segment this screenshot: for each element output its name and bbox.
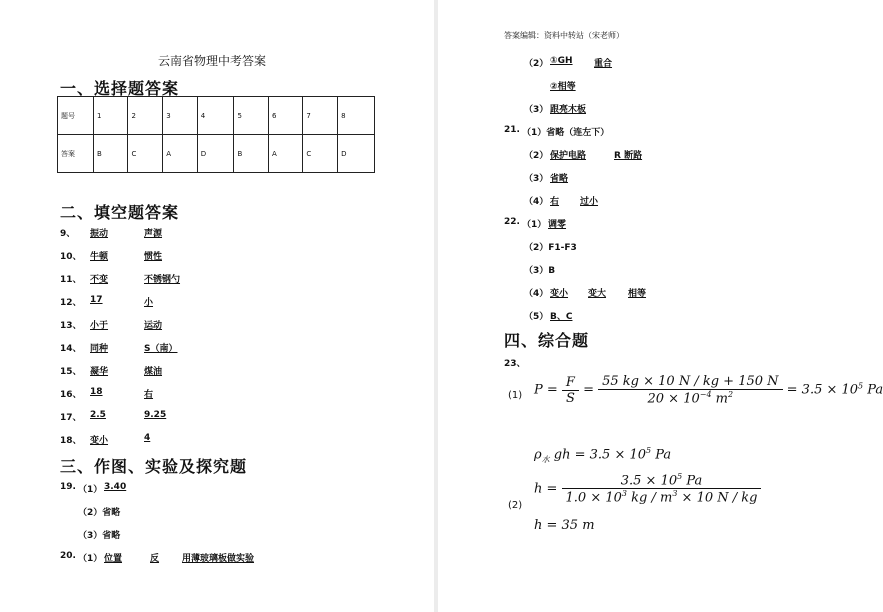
part-label: （1） <box>78 554 103 564</box>
fill-answer-a: 变小 <box>90 436 109 446</box>
fill-answer-a: 牛顿 <box>90 252 109 262</box>
fill-number: 13、 <box>60 321 82 331</box>
fill-answer-b: 9.25 <box>144 410 167 420</box>
answer: 相等 <box>628 289 647 299</box>
part-label: （2） <box>524 151 549 161</box>
fraction: $\frac{F}{S}$ <box>562 375 579 406</box>
part-label: （1） <box>522 220 547 230</box>
answer: 保护电路 <box>550 151 587 161</box>
table-cell: A <box>268 135 302 173</box>
fill-answer-a: 凝华 <box>90 367 109 377</box>
table-cell: D <box>197 135 234 173</box>
part-label: （5） <box>524 312 549 322</box>
answer: 过小 <box>580 197 599 207</box>
table-cell: C <box>128 135 163 173</box>
fill-number: 12、 <box>60 298 82 308</box>
section-choice-heading: 一、选择题答案 <box>60 79 180 98</box>
fill-answer-b: 右 <box>144 390 154 400</box>
answer: 跟亮木板 <box>550 105 587 115</box>
table-cell: 6 <box>268 97 302 135</box>
fill-answer-b: 运动 <box>144 321 163 331</box>
answer: 3.40 <box>104 482 127 492</box>
part-label: （3） <box>524 105 549 115</box>
table-cell: D <box>338 135 375 173</box>
table-cell: 4 <box>197 97 234 135</box>
fill-answer-a: 同种 <box>90 344 109 354</box>
answer: 省略 <box>550 174 569 184</box>
fill-answer-a: 18 <box>90 387 103 397</box>
fill-number: 14、 <box>60 344 82 354</box>
fill-answer-b: 4 <box>144 433 151 443</box>
fill-answer-a: 小于 <box>90 321 109 331</box>
question-number: 20. <box>60 551 76 561</box>
answer: 反 <box>150 554 160 564</box>
hydrostatic-equation: $\rho_水$ gh = $3.5 \times 10^5$ Pa <box>534 446 672 464</box>
answer: 重合 <box>594 59 613 69</box>
table-cell: 1 <box>94 97 128 135</box>
table-cell: 2 <box>128 97 163 135</box>
answer: 用薄玻璃板做实验 <box>182 554 255 564</box>
fill-answer-b: 声源 <box>144 229 163 239</box>
table-cell: 3 <box>163 97 197 135</box>
table-cell: 答案 <box>58 135 94 173</box>
fill-number: 10、 <box>60 252 82 262</box>
table-cell: A <box>163 135 197 173</box>
question-number: 22. <box>504 217 520 227</box>
table-cell: B <box>94 135 128 173</box>
answer: 右 <box>550 197 560 207</box>
fill-answer-b: 小 <box>144 298 154 308</box>
fill-number: 18、 <box>60 436 82 446</box>
pressure-equation: P = $\frac{F}{S}$ = $\frac{55 kg \times 10 N / kg + 150 N}{20 \times 10^{-4} m^2}$ = $3.5 \times 10^5$ Pa <box>534 374 883 407</box>
q23-part1-label: (1) <box>508 390 523 401</box>
fill-answer-b: 煤油 <box>144 367 163 377</box>
fill-answer-a: 不变 <box>90 275 109 285</box>
fraction: $\frac{55 kg \times 10 N / kg + 150 N}{20 \times 10^{-4} m^2}$ <box>598 374 782 406</box>
fill-answer-a: 振动 <box>90 229 109 239</box>
q23-part2-label: (2) <box>508 500 523 511</box>
part-text: （1）省略（连左下） <box>522 128 610 138</box>
part-label: （1） <box>78 485 103 495</box>
answer: ①GH <box>550 56 573 66</box>
answer: R 断路 <box>614 151 643 161</box>
fill-number: 9、 <box>60 229 76 239</box>
fill-answer-a: 2.5 <box>90 410 106 420</box>
fill-number: 17、 <box>60 413 82 423</box>
q22-part2: （2）F1-F3 <box>524 243 577 253</box>
q22-part3: （3）B <box>524 266 556 276</box>
q19-part2: （2）省略 <box>78 508 121 518</box>
answer: B、C <box>550 312 573 322</box>
part-label: （3） <box>524 174 549 184</box>
part-label: （2） <box>524 59 549 69</box>
fill-answer-b: 不锈钢勺 <box>144 275 181 285</box>
part-label: （4） <box>524 197 549 207</box>
doc-title: 云南省物理中考答案 <box>158 54 267 68</box>
q19-part3: （3）省略 <box>78 531 121 541</box>
table-row <box>58 135 375 173</box>
fill-number: 15、 <box>60 367 82 377</box>
answer: 变大 <box>588 289 607 299</box>
table-cell: 7 <box>303 97 338 135</box>
table-row <box>58 97 375 135</box>
editor-note: 答案编辑：资料中转站（宋老师） <box>504 31 624 40</box>
answer: 调零 <box>548 220 567 230</box>
section-comprehensive-heading: 四、综合题 <box>504 331 590 350</box>
q23-number: 23、 <box>504 359 526 369</box>
table-cell: 8 <box>338 97 375 135</box>
right-page <box>438 0 883 612</box>
fill-answer-a: 17 <box>90 295 103 305</box>
fill-answer-b: 惯性 <box>144 252 163 262</box>
fill-number: 16、 <box>60 390 82 400</box>
section-experiment-heading: 三、作图、实验及探究题 <box>60 457 248 476</box>
section-fill-heading: 二、填空题答案 <box>60 203 180 222</box>
fraction: $\frac{3.5 \times 10^5 Pa}{1.0 \times 10^3 kg / m^3 \times 10 N / kg}$ <box>562 472 762 506</box>
fill-answer-b: S（南） <box>144 344 178 354</box>
table-cell: 5 <box>234 97 268 135</box>
answer: 位置 <box>104 554 123 564</box>
table-cell: 题号 <box>58 97 94 135</box>
question-number: 21. <box>504 125 520 135</box>
question-number: 19. <box>60 482 76 492</box>
choice-answer-table <box>57 96 375 173</box>
left-page <box>0 0 434 612</box>
answer: 变小 <box>550 289 569 299</box>
height-result: h = 35 m <box>534 518 595 533</box>
fill-number: 11、 <box>60 275 82 285</box>
height-equation: h = $\frac{3.5 \times 10^5 Pa}{1.0 \times 10^3 kg / m^3 \times 10 N / kg}$ <box>534 472 761 506</box>
table-cell: C <box>303 135 338 173</box>
answer: ②相等 <box>550 82 576 92</box>
part-label: （4） <box>524 289 549 299</box>
table-cell: B <box>234 135 268 173</box>
